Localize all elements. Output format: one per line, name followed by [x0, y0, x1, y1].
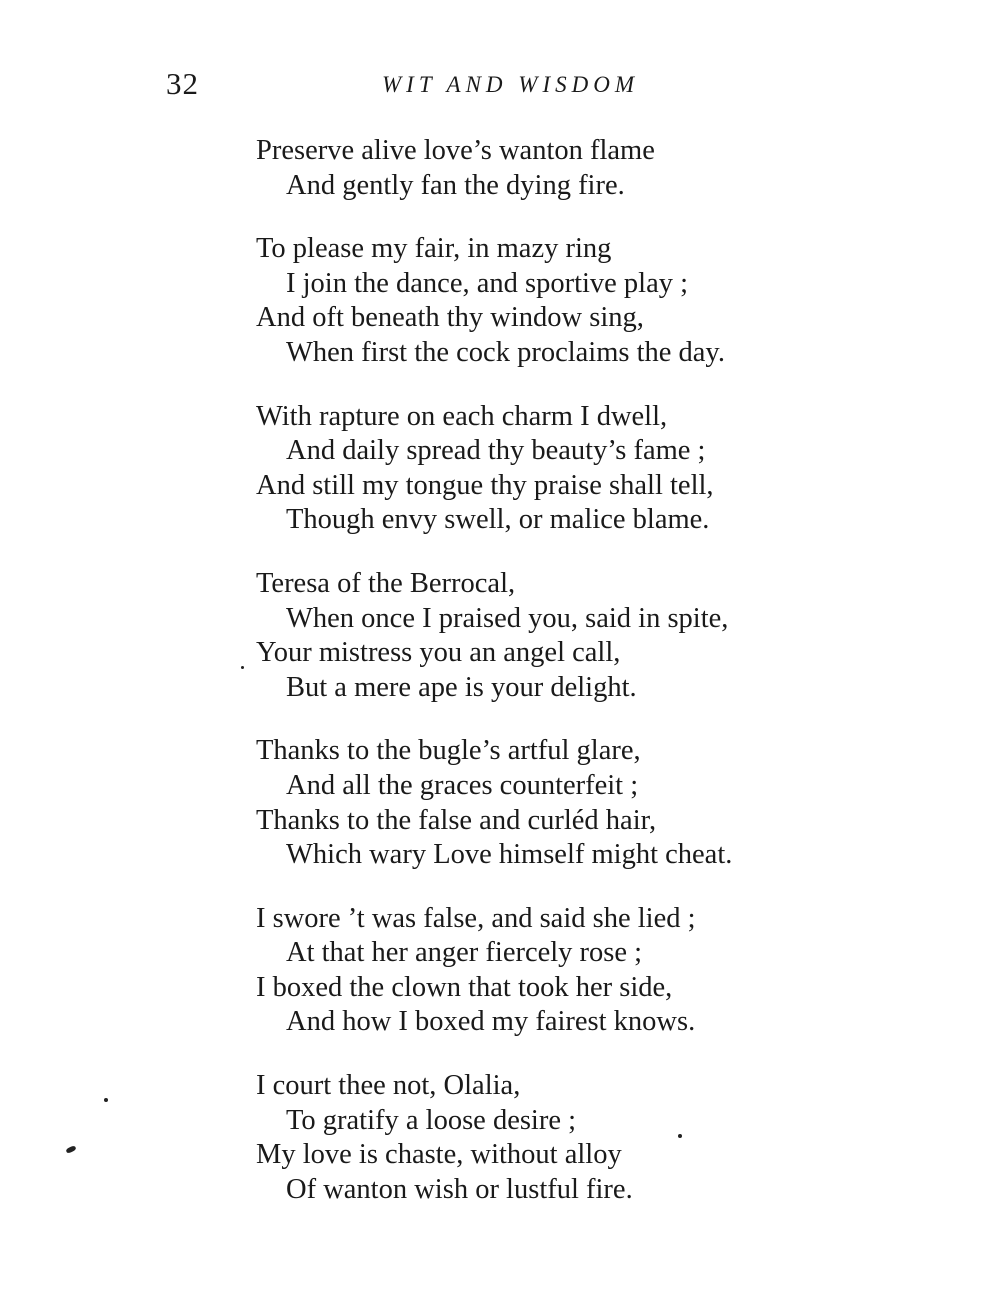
poem-line: I boxed the clown that took her side,	[256, 971, 673, 1003]
poem-line: I join the dance, and sportive play ;	[286, 267, 689, 299]
stanza	[256, 902, 896, 1040]
poem	[256, 134, 896, 1207]
page-number: 32	[166, 66, 199, 101]
poem-line: I swore ’t was false, and said she lied ;	[256, 902, 696, 934]
poem-line: With rapture on each charm I dwell,	[256, 400, 668, 432]
stanza	[256, 400, 896, 538]
poem-line: Thanks to the false and curléd hair,	[256, 804, 657, 836]
poem-line: Though envy swell, or malice blame.	[286, 504, 710, 536]
poem-line: And gently fan the dying fire.	[286, 169, 625, 201]
poem-line: Which wary Love himself might cheat.	[286, 839, 733, 871]
stanza	[256, 134, 896, 203]
poem-line: And all the graces counterfeit ;	[286, 769, 639, 801]
poem-line: Teresa of the Berrocal,	[256, 567, 516, 599]
poem-line: Your mistress you an angel call,	[256, 637, 621, 669]
ink-speck	[241, 666, 244, 669]
poem-line: But a mere ape is your delight.	[286, 671, 637, 703]
ink-speck	[65, 1145, 76, 1154]
poem-line: When first the cock proclaims the day.	[286, 336, 725, 368]
poem-line: And oft beneath thy window sing,	[256, 302, 644, 334]
poem-line: Preserve alive love’s wanton flame	[256, 135, 655, 166]
poem-line: I court thee not, Olalia,	[256, 1070, 521, 1102]
poem-line: And how I boxed my fairest knows.	[286, 1006, 696, 1038]
stanza	[256, 567, 896, 705]
poem-line: Thanks to the bugle’s artful glare,	[256, 735, 641, 767]
poem-line: And still my tongue thy praise shall tell,	[256, 469, 714, 501]
poem-line: To gratify a loose desire ;	[286, 1104, 577, 1136]
ink-speck	[678, 1134, 682, 1138]
running-title: WIT AND WISDOM	[382, 72, 639, 97]
poem-line: Of wanton wish or lustful fire.	[286, 1173, 633, 1205]
stanza	[256, 1069, 896, 1207]
poem-line: And daily spread thy beauty’s fame ;	[286, 435, 706, 467]
poem-line: My love is chaste, without alloy	[256, 1139, 622, 1171]
poem-line: When once I praised you, said in spite,	[286, 602, 729, 634]
poem-line: To please my fair, in mazy ring	[256, 233, 612, 265]
ink-speck	[104, 1098, 108, 1102]
poem-line: At that her anger fiercely rose ;	[286, 937, 643, 969]
stanza	[256, 232, 896, 370]
stanza	[256, 734, 896, 872]
